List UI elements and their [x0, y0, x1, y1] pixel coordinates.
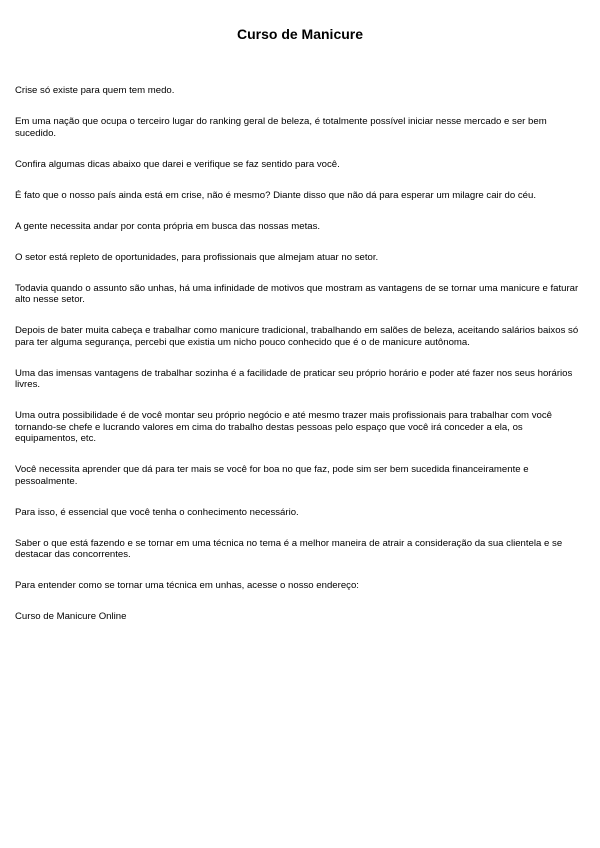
paragraph: Crise só existe para quem tem medo.: [15, 85, 175, 96]
paragraph: Uma das imensas vantagens de trabalhar sozinha é a facilidade de praticar seu próprio horário e poder até fazer nos seus horários livres.: [15, 367, 573, 390]
paragraph: Você necessita aprender que dá para ter mais se você for boa no que faz, pode sim ser bem sucedida financeiramente e pessoalmente.: [15, 464, 529, 487]
paragraph: Para entender como se tornar uma técnica em unhas, acesse o nosso endereço:: [15, 580, 359, 591]
paragraph: A gente necessita andar por conta própria em busca das nossas metas.: [15, 220, 321, 232]
document-body: [15, 85, 587, 642]
paragraph: É fato que o nosso país ainda está em crise, não é mesmo? Diante disso que não dá para esperar um milagre cair do céu.: [15, 189, 537, 201]
page-title: Curso de Manicure: [236, 26, 364, 42]
paragraph: O setor está repleto de oportunidades, para profissionais que almejam atuar no setor.: [15, 251, 379, 263]
course-link-text[interactable]: Curso de Manicure Online: [15, 611, 127, 622]
paragraph: Uma outra possibilidade é de você montar seu próprio negócio e até mesmo trazer mais profissionais para trabalhar com você tornando-se chefe e lucrando valores em cima do trabalho destas pessoas pelo espaço que você irá conceder a ela, os equipamentos, etc.: [15, 410, 552, 444]
paragraph: Depois de bater muita cabeça e trabalhar como manicure tradicional, trabalhando em salões de beleza, aceitando salários baixos só para ter alguma segurança, percebi que existia um nicho pouco conhecido que é o de manicure autônoma.: [15, 325, 579, 348]
paragraph: Para isso, é essencial que você tenha o conhecimento necessário.: [15, 506, 299, 518]
paragraph: Todavia quando o assunto são unhas, há uma infinidade de motivos que mostram as vantagens de se tornar uma manicure e faturar alto nesse setor.: [15, 282, 579, 305]
paragraph: Confira algumas dicas abaixo que darei e verifique se faz sentido para você.: [15, 158, 340, 170]
paragraph: Em uma nação que ocupa o terceiro lugar do ranking geral de beleza, é totalmente possível iniciar nesse mercado e ser bem sucedido.: [15, 116, 547, 139]
paragraph: Saber o que está fazendo e se tornar em uma técnica no tema é a melhor maneira de atrair a consideração da sua clientela e se destacar das concorrentes.: [15, 537, 563, 560]
